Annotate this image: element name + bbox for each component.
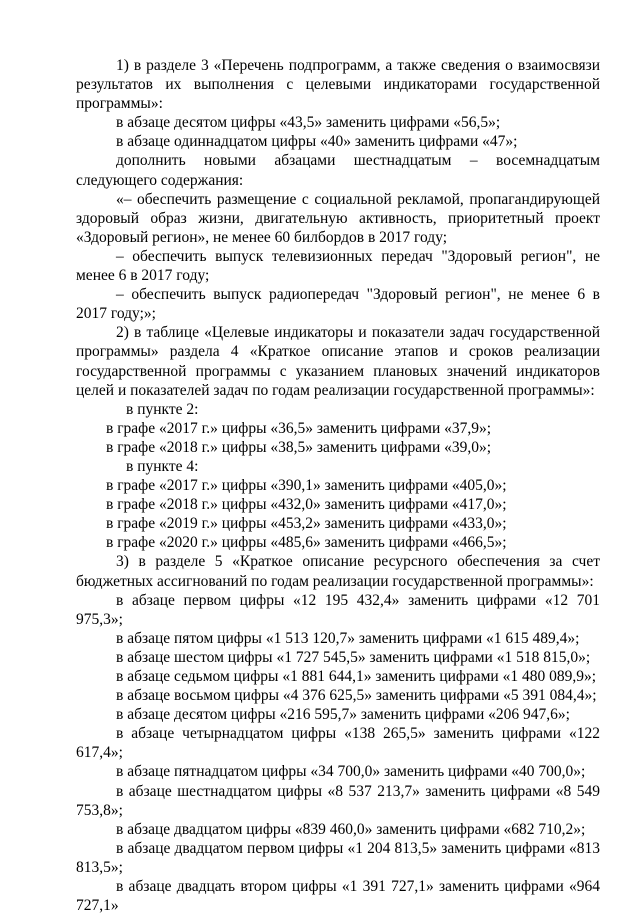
paragraph-amendment: в абзаце восьмом цифры «4 376 625,5» заменить цифрами «5 391 084,4»;	[116, 687, 597, 705]
paragraph-amendment: в абзаце первом цифры «12 195 432,4» заменить цифрами «12 701 975,3»;	[76, 591, 600, 628]
paragraph-amendment: в абзаце десятом цифры «216 595,7» заменить цифрами «206 947,6»;	[116, 706, 570, 724]
paragraph-amendment: в абзаце двадцатом первом цифры «1 204 813,5» заменить цифрами «813 813,5»;	[76, 839, 600, 876]
paragraph-amendment: в графе «2018 г.» цифры «38,5» заменить цифрами «39,0»;	[106, 438, 492, 456]
paragraph-quote-item: – обеспечить выпуск телевизионных передач "Здоровый регион", не менее 6 в 2017 году;	[76, 247, 600, 285]
paragraph-amendment: в графе «2020 г.» цифры «485,6» заменить цифрами «466,5»;	[106, 534, 507, 552]
paragraph-amendment: в абзаце шестом цифры «1 727 545,5» заменить цифрами «1 518 815,0»;	[116, 648, 591, 666]
paragraph-subitem-heading: в пункте 2:	[126, 400, 199, 418]
paragraph-amendment: в абзаце одиннадцатом цифры «40» заменить цифрами «47»;	[116, 133, 518, 151]
document-page	[76, 56, 600, 915]
paragraph-amendment: в графе «2017 г.» цифры «390,1» заменить цифрами «405,0»;	[106, 477, 507, 495]
paragraph-subitem-heading: в пункте 4:	[126, 457, 199, 475]
paragraph-amendment: в абзаце десятом цифры «43,5» заменить цифрами «56,5»;	[116, 114, 501, 132]
paragraph-section-5-intro: 3) в разделе 5 «Краткое описание ресурсного обеспечения за счет бюджетных ассигнований по годам реализации государственной программы»:	[76, 553, 600, 590]
paragraph-amendment: в графе «2019 г.» цифры «453,2» заменить цифрами «433,0»;	[106, 515, 507, 533]
paragraph-section-4-intro: 2) в таблице «Целевые индикаторы и показатели задач государственной программы» раздела 4 «Краткое описание этапов и сроков реализации государственной программы с указанием плановых значений индикаторов целей и показателей задач по годам реализации государственной программы»:	[76, 324, 600, 399]
paragraph-amendment: в абзаце пятом цифры «1 513 120,7» заменить цифрами «1 615 489,4»;	[116, 629, 580, 647]
paragraph-quote-item: – обеспечить выпуск радиопередач "Здоровый регион", не менее 6 в 2017 году;»;	[76, 286, 600, 323]
paragraph-quote-item: «– обеспечить размещение с социальной рекламой, пропагандирующей здоровый образ жизни, двигательную активность, приоритетный проект «Здоровый регион», не менее 60 билбордов в 2017 году;	[76, 190, 600, 246]
paragraph-amendment: в абзаце двадцатом цифры «839 460,0» заменить цифрами «682 710,2»;	[116, 820, 586, 838]
paragraph-amendment: в абзаце пятнадцатом цифры «34 700,0» заменить цифрами «40 700,0»;	[116, 763, 586, 781]
paragraph-section-3-intro: 1) в разделе 3 «Перечень подпрограмм, а также сведения о взаимосвязи результатов их выполнения с целевыми индикаторами государственной программы»:	[76, 57, 600, 113]
paragraph-amendment: в абзаце седьмом цифры «1 881 644,1» заменить цифрами «1 480 089,9»;	[116, 668, 597, 685]
paragraph-amendment: в графе «2018 г.» цифры «432,0» заменить цифрами «417,0»;	[106, 496, 507, 514]
paragraph-amendment: в абзаце двадцать втором цифры «1 391 727,1» заменить цифрами «964 727,1»	[76, 878, 600, 915]
paragraph-supplement-intro: дополнить новыми абзацами шестнадцатым – восемнадцатым следующего содержания:	[76, 152, 600, 189]
paragraph-amendment: в абзаце четырнадцатом цифры «138 265,5» заменить цифрами «122 617,4»;	[76, 725, 600, 762]
paragraph-amendment: в абзаце шестнадцатом цифры «8 537 213,7» заменить цифрами «8 549 753,8»;	[76, 782, 600, 819]
paragraph-amendment: в графе «2017 г.» цифры «36,5» заменить цифрами «37,9»;	[106, 419, 492, 437]
